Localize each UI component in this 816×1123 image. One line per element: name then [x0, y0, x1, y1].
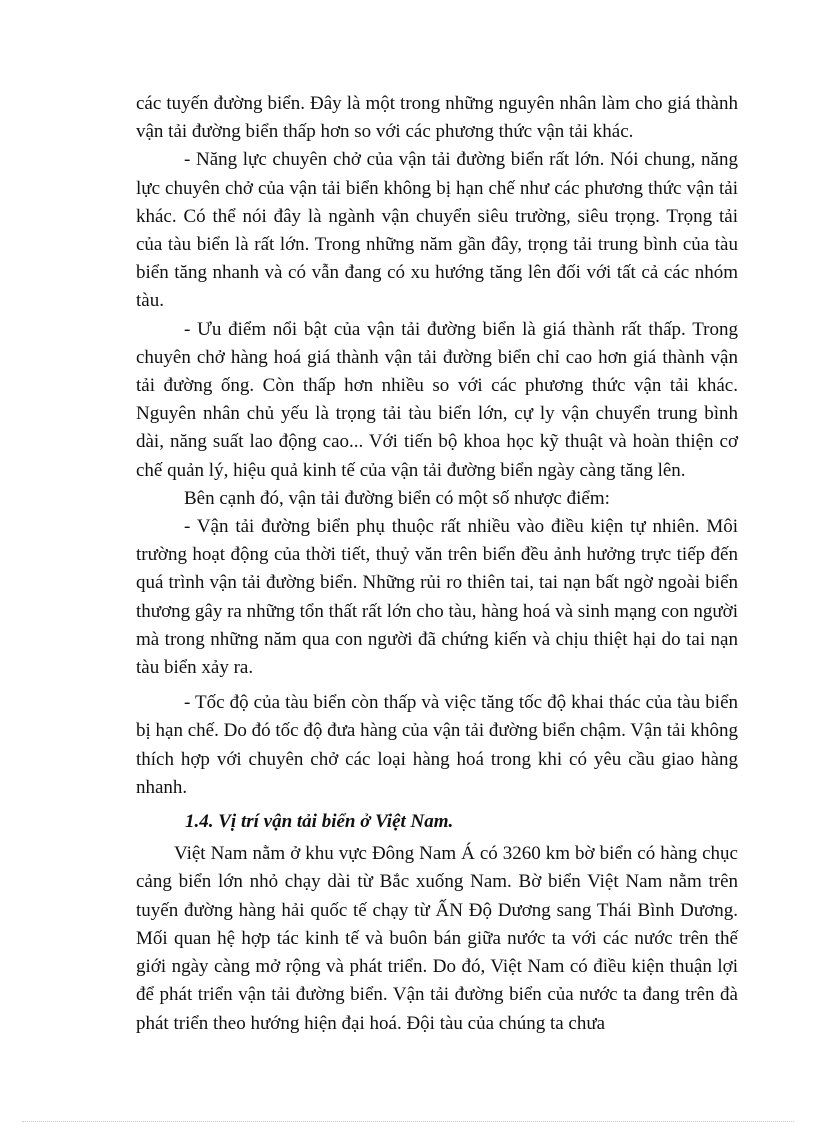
paragraph-speed: - Tốc độ của tàu biển còn thấp và việc tăng tốc độ khai thác của tàu biển bị hạn chế. Do đó tốc độ đưa hàng của vận tải đường biển chậm. Vận tải không thích hợp với chuyên chở các loại hàng hoá trong khi có yêu cầu giao hàng nhanh.: [136, 692, 738, 798]
paragraph-natural-conditions: - Vận tải đường biển phụ thuộc rất nhiều vào điều kiện tự nhiên. Môi trường hoạt động của thời tiết, thuỷ văn trên biển đều ảnh hưởng trực tiếp đến quá trình vận tải đường biển. Những rủi ro thiên tai, tai nạn bất ngờ ngoài biển thương gây ra những tổn thất rất lớn cho tàu, hàng hoá và sinh mạng con người mà trong những năm qua con người đã chứng kiến và chịu thiệt hại do tai nạn tàu biển xảy ra.: [136, 516, 738, 679]
paragraph-disadvantages-intro: Bên cạnh đó, vận tải đường biển có một số nhược điểm:: [184, 487, 610, 509]
section-heading: 1.4. Vị trí vận tải biển ở Việt Nam.: [185, 811, 454, 833]
paragraph-low-cost: - Ưu điểm nổi bật của vận tải đường biển là giá thành rất thấp. Trong chuyên chở hàng hoá giá thành vận tải đường biển chỉ cao hơn giá thành vận tải đường ống. Còn thấp hơn nhiều so với các phương thức vận tải khác. Nguyên nhân chủ yếu là trọng tải tàu biển lớn, cự ly vận chuyển trung bình dài, năng suất lao động cao... Với tiến bộ khoa học kỹ thuật và hoàn thiện cơ chế quản lý, hiệu quả kinh tế của vận tải đường biển ngày càng tăng lên.: [136, 318, 738, 481]
document-body: [136, 90, 738, 1038]
paragraph-capacity: - Năng lực chuyên chở của vận tải đường biển rất lớn. Nói chung, năng lực chuyên chở của vận tải biển không bị hạn chế như các phương thức vận tải khác. Có thể nói đây là ngành vận chuyển siêu trường, siêu trọng. Trọng tải của tàu biển là rất lớn. Trong những năm gần đây, trọng tải trung bình của tàu biển tăng nhanh và có vẫn đang có xu hướng tăng lên đối với tất cả các nhóm tàu.: [136, 149, 738, 312]
footer-divider: [22, 1121, 794, 1122]
paragraph-continuation: các tuyến đường biển. Đây là một trong những nguyên nhân làm cho giá thành vận tải đường biển thấp hơn so với các phương thức vận tải khác.: [136, 93, 738, 143]
paragraph-vietnam-position: Việt Nam nằm ở khu vực Đông Nam Á có 3260 km bờ biển có hàng chục cảng biển lớn nhỏ chạy dài từ Bắc xuống Nam. Bờ biển Việt Nam nằm trên tuyến đường hàng hải quốc tế chạy từ ẤN Độ Dương sang Thái Bình Dương. Mối quan hệ hợp tác kinh tế và buôn bán giữa nước ta với các nước trên thế giới ngày càng mở rộng và phát triển. Do đó, Việt Nam có điều kiện thuận lợi để phát triển vận tải đường biển. Vận tải đường biển của nước ta đang trên đà phát triển theo hướng hiện đại hoá. Đội tàu của chúng ta chưa: [136, 843, 738, 1034]
